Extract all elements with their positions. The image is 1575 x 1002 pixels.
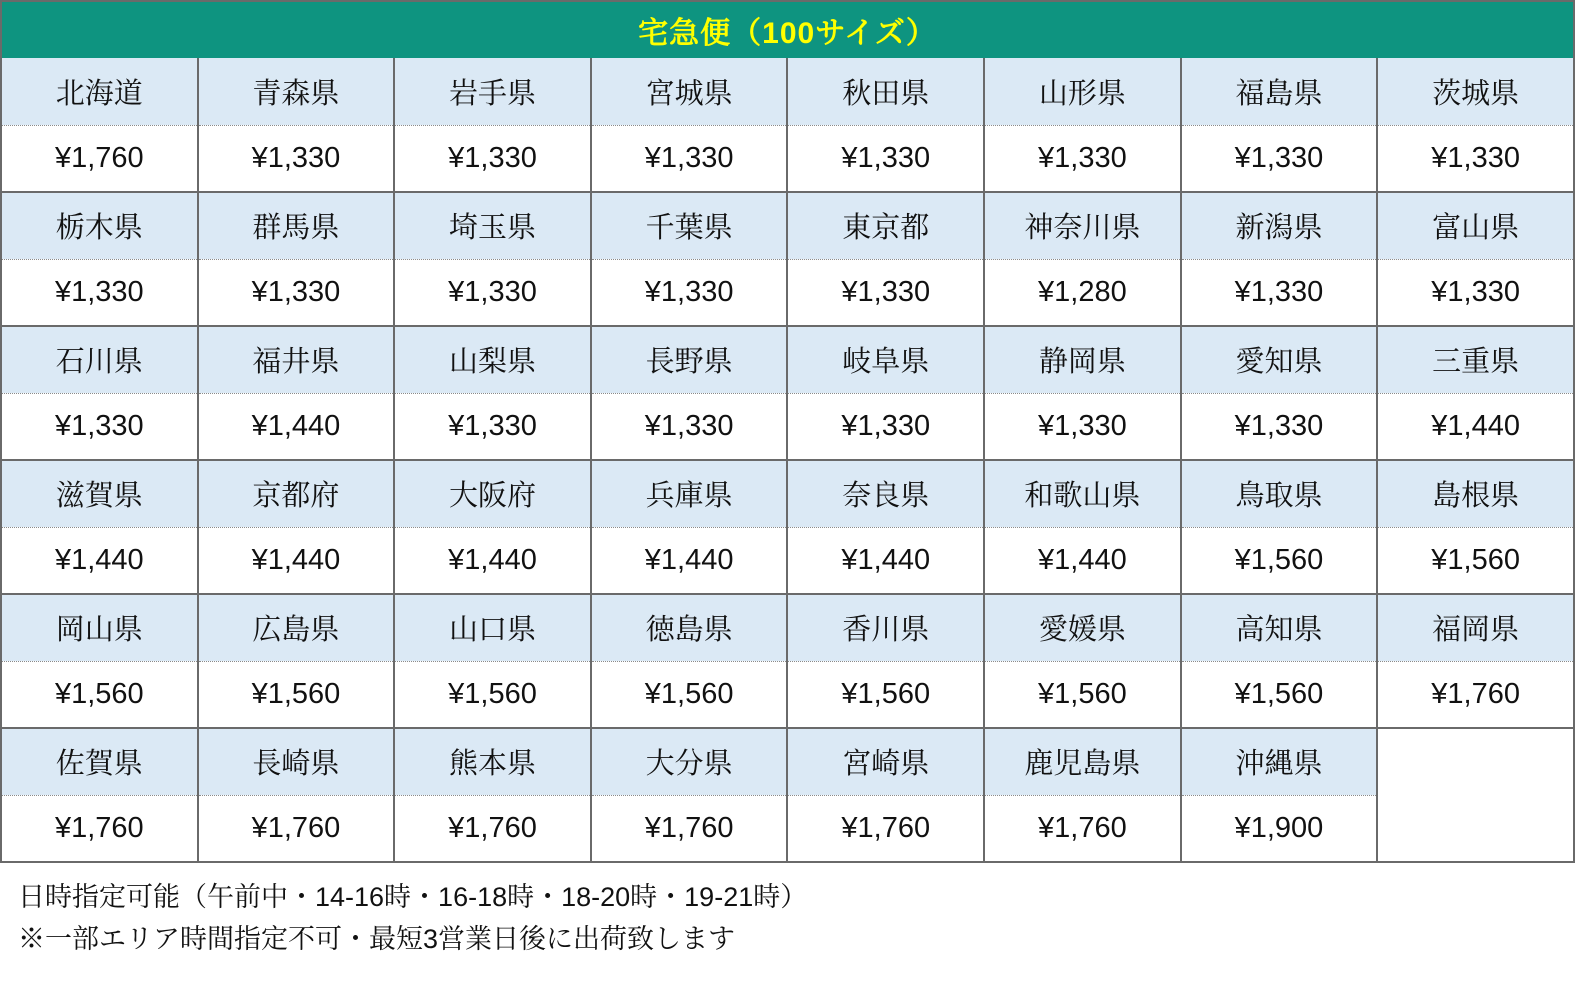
prefecture-cell: 岩手県 [394, 58, 591, 125]
price-cell: ¥1,330 [394, 259, 591, 326]
prefecture-cell: 神奈川県 [984, 192, 1181, 259]
price-cell: ¥1,900 [1181, 795, 1378, 862]
price-cell: ¥1,560 [591, 661, 788, 728]
price-cell: ¥1,330 [198, 259, 395, 326]
price-cell: ¥1,760 [1377, 661, 1574, 728]
prefecture-cell: 山口県 [394, 594, 591, 661]
table-row [1, 326, 1574, 393]
price-cell: ¥1,330 [1181, 259, 1378, 326]
note-area-restriction: ※一部エリア時間指定不可・最短3営業日後に出荷致します [18, 923, 736, 954]
price-cell: ¥1,330 [787, 259, 984, 326]
prefecture-cell: 秋田県 [787, 58, 984, 125]
table-row [1, 661, 1574, 728]
empty-cell [1377, 795, 1574, 862]
prefecture-cell: 埼玉県 [394, 192, 591, 259]
price-cell: ¥1,760 [198, 795, 395, 862]
prefecture-cell: 滋賀県 [1, 460, 198, 527]
prefecture-cell: 千葉県 [591, 192, 788, 259]
prefecture-cell: 香川県 [787, 594, 984, 661]
prefecture-cell: 福岡県 [1377, 594, 1574, 661]
prefecture-cell: 兵庫県 [591, 460, 788, 527]
price-cell: ¥1,440 [198, 527, 395, 594]
price-cell: ¥1,440 [394, 527, 591, 594]
price-cell: ¥1,560 [394, 661, 591, 728]
prefecture-cell: 佐賀県 [1, 728, 198, 795]
prefecture-cell: 群馬県 [198, 192, 395, 259]
prefecture-cell: 大分県 [591, 728, 788, 795]
price-cell: ¥1,330 [984, 393, 1181, 460]
price-cell: ¥1,330 [787, 393, 984, 460]
price-cell: ¥1,760 [591, 795, 788, 862]
price-cell: ¥1,330 [394, 393, 591, 460]
price-cell: ¥1,330 [787, 125, 984, 192]
price-cell: ¥1,330 [394, 125, 591, 192]
notes-section [0, 877, 1575, 961]
prefecture-cell: 沖縄県 [1181, 728, 1378, 795]
page-title: 宅急便（100サイズ） [638, 17, 937, 50]
prefecture-cell: 京都府 [198, 460, 395, 527]
price-cell: ¥1,440 [591, 527, 788, 594]
price-cell: ¥1,330 [591, 125, 788, 192]
prefecture-cell: 福井県 [198, 326, 395, 393]
prefecture-cell: 石川県 [1, 326, 198, 393]
price-cell: ¥1,330 [1, 259, 198, 326]
note-delivery-time: 日時指定可能（午前中・14-16時・16-18時・18-20時・19-21時） [18, 882, 808, 912]
prefecture-cell: 徳島県 [591, 594, 788, 661]
table-row [1, 594, 1574, 661]
table-row [1, 728, 1574, 795]
prefecture-cell: 熊本県 [394, 728, 591, 795]
prefecture-cell: 三重県 [1377, 326, 1574, 393]
prefecture-cell: 岐阜県 [787, 326, 984, 393]
price-cell: ¥1,560 [1181, 661, 1378, 728]
price-cell: ¥1,440 [198, 393, 395, 460]
price-cell: ¥1,560 [1377, 527, 1574, 594]
prefecture-cell: 新潟県 [1181, 192, 1378, 259]
prefecture-cell: 茨城県 [1377, 58, 1574, 125]
table-title-bar [0, 0, 1575, 58]
table-row [1, 460, 1574, 527]
table-row [1, 393, 1574, 460]
price-cell: ¥1,330 [591, 259, 788, 326]
table-row [1, 58, 1574, 125]
price-cell: ¥1,330 [198, 125, 395, 192]
prefecture-cell: 広島県 [198, 594, 395, 661]
price-cell: ¥1,280 [984, 259, 1181, 326]
price-cell: ¥1,560 [1, 661, 198, 728]
table-row [1, 192, 1574, 259]
price-cell: ¥1,440 [1, 527, 198, 594]
price-cell: ¥1,330 [1181, 393, 1378, 460]
price-cell: ¥1,330 [591, 393, 788, 460]
prefecture-cell: 鹿児島県 [984, 728, 1181, 795]
price-cell: ¥1,330 [1377, 259, 1574, 326]
prefecture-cell: 宮城県 [591, 58, 788, 125]
price-cell: ¥1,560 [198, 661, 395, 728]
price-cell: ¥1,560 [787, 661, 984, 728]
prefecture-cell: 高知県 [1181, 594, 1378, 661]
price-cell: ¥1,760 [787, 795, 984, 862]
shipping-rate-table [0, 58, 1575, 863]
prefecture-cell: 北海道 [1, 58, 198, 125]
prefecture-cell: 東京都 [787, 192, 984, 259]
prefecture-cell: 富山県 [1377, 192, 1574, 259]
prefecture-cell: 山形県 [984, 58, 1181, 125]
prefecture-cell: 大阪府 [394, 460, 591, 527]
prefecture-cell: 鳥取県 [1181, 460, 1378, 527]
prefecture-cell: 愛知県 [1181, 326, 1378, 393]
table-row [1, 527, 1574, 594]
table-row [1, 795, 1574, 862]
price-cell: ¥1,440 [1377, 393, 1574, 460]
prefecture-cell: 長崎県 [198, 728, 395, 795]
prefecture-cell: 青森県 [198, 58, 395, 125]
price-cell: ¥1,330 [1181, 125, 1378, 192]
price-cell: ¥1,760 [984, 795, 1181, 862]
table-row [1, 259, 1574, 326]
prefecture-cell: 静岡県 [984, 326, 1181, 393]
prefecture-cell: 奈良県 [787, 460, 984, 527]
prefecture-cell: 栃木県 [1, 192, 198, 259]
price-cell: ¥1,760 [394, 795, 591, 862]
price-cell: ¥1,330 [1, 393, 198, 460]
price-cell: ¥1,440 [984, 527, 1181, 594]
prefecture-cell: 和歌山県 [984, 460, 1181, 527]
empty-cell [1377, 728, 1574, 795]
price-cell: ¥1,760 [1, 125, 198, 192]
price-cell: ¥1,330 [1377, 125, 1574, 192]
prefecture-cell: 愛媛県 [984, 594, 1181, 661]
prefecture-cell: 山梨県 [394, 326, 591, 393]
table-row [1, 125, 1574, 192]
price-cell: ¥1,560 [984, 661, 1181, 728]
price-cell: ¥1,560 [1181, 527, 1378, 594]
price-cell: ¥1,440 [787, 527, 984, 594]
prefecture-cell: 長野県 [591, 326, 788, 393]
prefecture-cell: 宮崎県 [787, 728, 984, 795]
price-cell: ¥1,330 [984, 125, 1181, 192]
prefecture-cell: 島根県 [1377, 460, 1574, 527]
prefecture-cell: 福島県 [1181, 58, 1378, 125]
prefecture-cell: 岡山県 [1, 594, 198, 661]
price-cell: ¥1,760 [1, 795, 198, 862]
